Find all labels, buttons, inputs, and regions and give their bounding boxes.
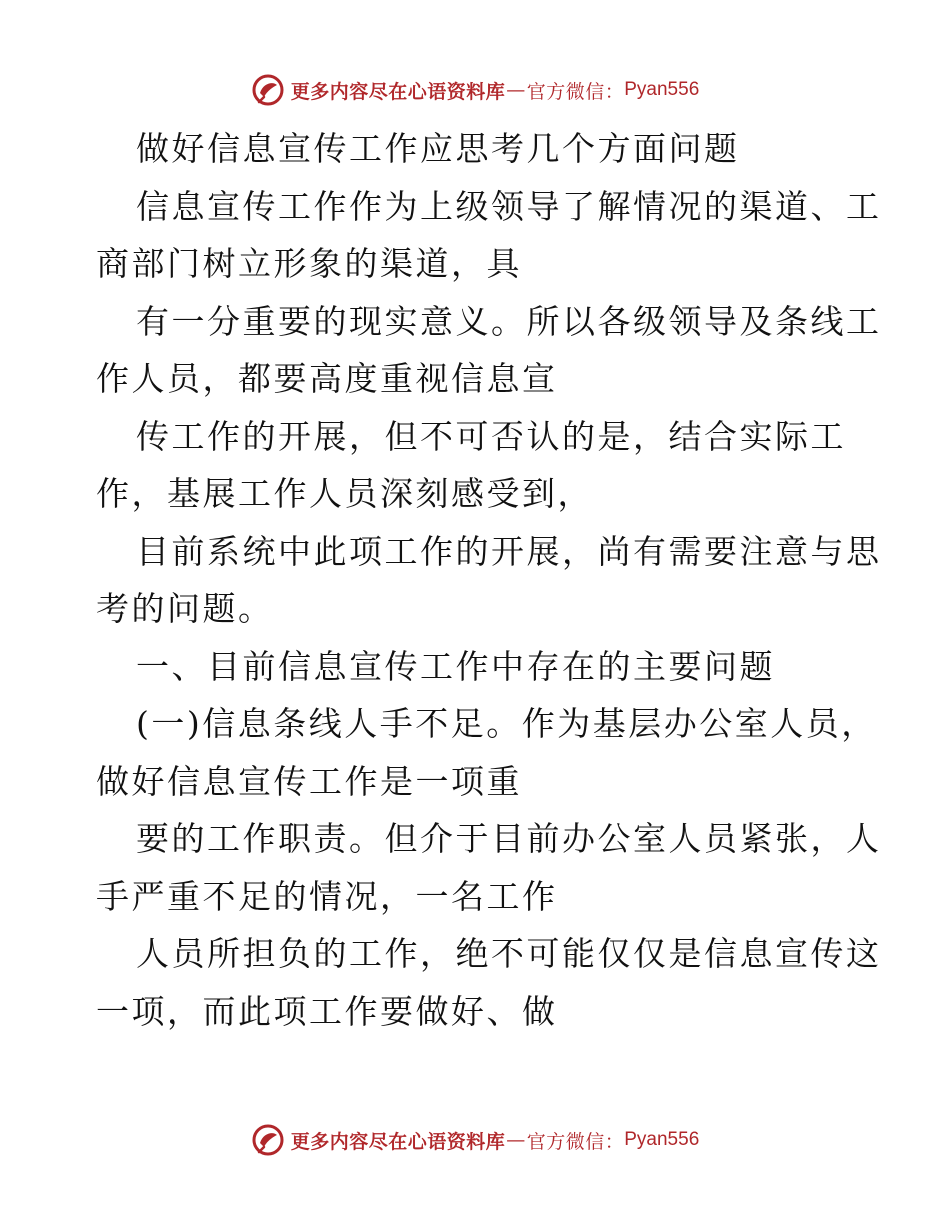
logo-icon [251, 1123, 285, 1157]
text-line: 做好信息宣传工作是一项重 [96, 761, 522, 801]
banner-wechat-account: Pyan556 [624, 1129, 700, 1150]
section-heading: 一、目前信息宣传工作中存在的主要问题 [136, 646, 775, 686]
text-line: 有一分重要的现实意义。所以各级领导及条线工 [136, 301, 882, 341]
document-title: 做好信息宣传工作应思考几个方面问题 [136, 129, 740, 168]
logo-icon [251, 73, 285, 107]
text-line: 手严重不足的情况，一名工作 [96, 876, 558, 916]
text-line: 传工作的开展，但不可否认的是，结合实际工 [136, 416, 846, 456]
text-line: 要的工作职责。但介于目前办公室人员紧张，人 [136, 819, 882, 858]
text-line: 商部门树立形象的渠道，具 [96, 244, 522, 283]
footer-banner [0, 1120, 950, 1160]
text-line: 作，基展工作人员深刻感受到， [96, 474, 593, 513]
text-line: 一项，而此项工作要做好、做 [96, 991, 558, 1031]
text-line: 作人员，都要高度重视信息宣 [96, 359, 558, 398]
text-line: 信息宣传工作作为上级领导了解情况的渠道、工 [136, 186, 882, 226]
banner-wechat-label: 官方微信： [526, 1130, 625, 1153]
text-line: 考的问题。 [96, 589, 274, 628]
text-line: 目前系统中此项工作的开展，尚有需要注意与思 [136, 531, 882, 571]
banner-wechat-label: 官方微信： [526, 80, 625, 103]
subsection-heading: (一)信息条线人手不足。作为基层办公室人员， [136, 704, 877, 743]
header-banner [0, 70, 950, 110]
banner-brand: 更多内容尽在心语资料库 [290, 1130, 506, 1153]
banner-brand: 更多内容尽在心语资料库 [290, 80, 506, 103]
banner-dash: — [506, 1129, 526, 1151]
banner-dash: — [506, 79, 526, 101]
text-line: 人员所担负的工作，绝不可能仅仅是信息宣传这 [136, 934, 882, 973]
document-body [96, 120, 882, 1040]
banner-wechat-account: Pyan556 [624, 79, 700, 100]
